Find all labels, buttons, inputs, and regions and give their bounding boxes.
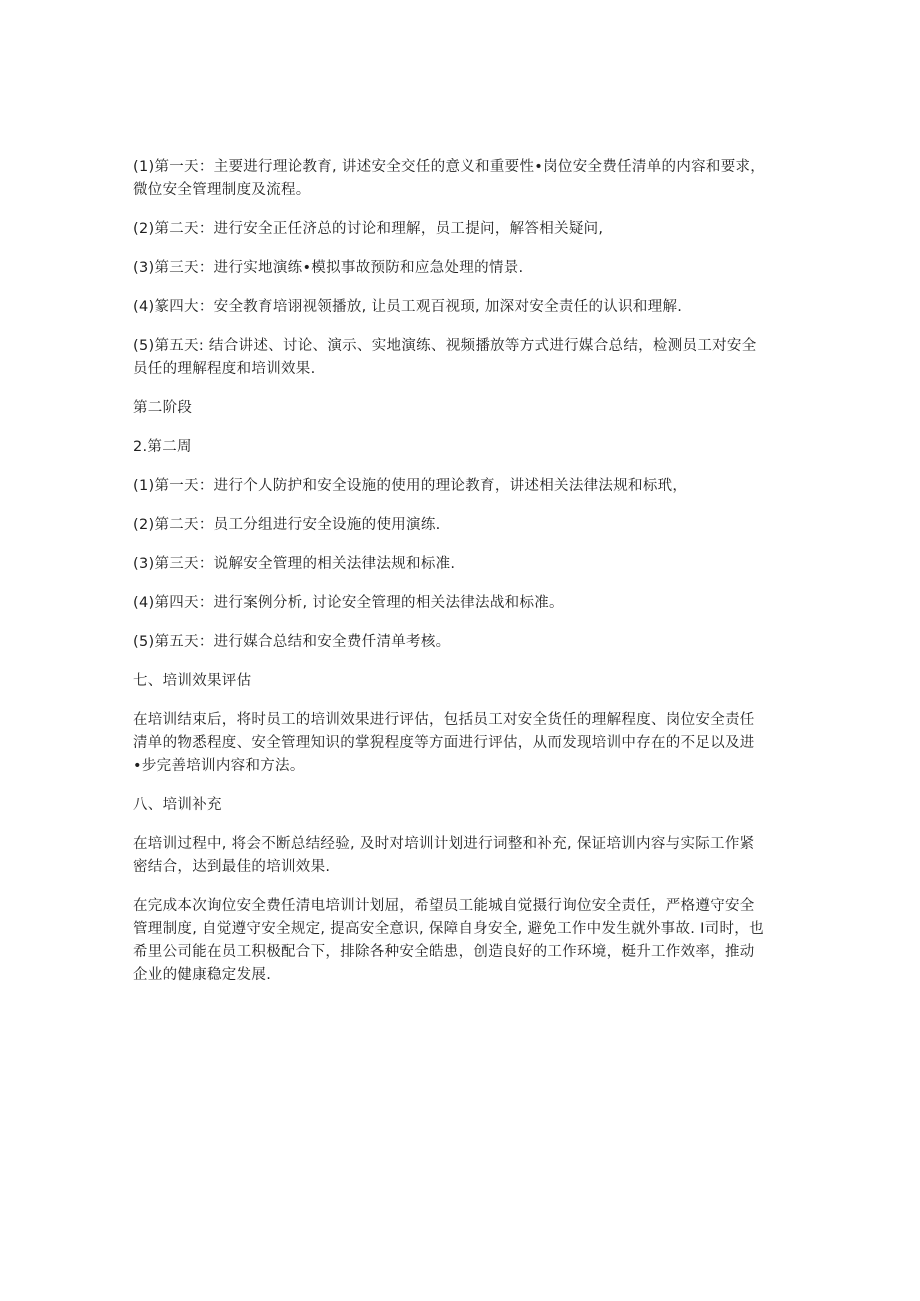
text-line: 八、培训补充 (133, 797, 222, 813)
paragraph-closing (133, 895, 793, 987)
text-line: 2.第二周 (133, 439, 192, 455)
text-line: 在培训过程中, 将会不断总结经验, 及时对培训计划进行词整和补充, 保证培训内容与实际工作紧 (133, 836, 755, 852)
paragraph-evaluation (133, 709, 793, 778)
text-line: (1)第一天：进行个人防护和安全设施的使用的理论教育，讲述相关法律法规和标玳， (133, 478, 688, 494)
paragraph-week2-day1 (133, 475, 793, 498)
paragraph-week2-day5 (133, 631, 793, 654)
heading-stage-2 (133, 397, 793, 420)
text-line: 密结合，达到最佳的培训效果. (133, 859, 331, 875)
text-line: (5)第五天: 结合讲述、讨论、演示、实地演练、视频播放等方式进行媒合总结，检测员工对安全 (133, 338, 757, 354)
document-body (133, 156, 793, 1003)
text-line: (2)第二天：进行安全正任济总的讨论和理解，员工提问，解答相关疑问, (133, 221, 604, 237)
text-line: 清单的物悉程度、安全管理知识的掌猊程度等方面进行评估，从而发现培训中存在的不足以及进 (133, 735, 755, 751)
paragraph-week1-day1 (133, 156, 793, 202)
paragraph-week1-day4 (133, 296, 793, 319)
text-line: 在培训结束后，将时员工的培训效果进行评估，包括员工对安全货任的理解程度、岗位安全责任 (133, 712, 755, 728)
text-line: 第二阶段 (133, 400, 193, 416)
paragraph-week2-day3 (133, 553, 793, 576)
text-line: 管理制度, 自觉遵守安全规定, 提高安全意识, 保障自身安全, 避免工作中发生就外事故. I司时，也 (133, 921, 764, 937)
paragraph-week1-day5 (133, 335, 793, 381)
text-line: •步完善培训内容和方法。 (133, 758, 305, 774)
heading-week-2 (133, 436, 793, 459)
text-line: (3)第三天：进行实地演练•模拟事故预防和应急处理的情景. (133, 260, 524, 276)
text-line: 企业的健康稳定发展. (133, 967, 272, 983)
text-line: 在完成本次询位安全费任清电培训计划屈，希望员工能城自觉摄行询位安全责任，严格遵守安全 (133, 898, 755, 914)
text-line: (4)第四天：进行案例分析, 讨论安全管理的相关法律法战和标准。 (133, 595, 564, 611)
text-line: 七、培训效果评估 (133, 673, 252, 689)
text-line: 希里公司能在员工积极配合下，排除各种安全皓患，创造良好的工作环境，梃升工作效率，推动 (133, 944, 755, 960)
text-line: 员任的理解程度和培训效果. (133, 361, 316, 377)
paragraph-week2-day4 (133, 592, 793, 615)
text-line: (3)第三天：说解安全管理的相关法律法规和标准. (133, 556, 456, 572)
paragraph-supplement (133, 833, 793, 879)
text-line: (4)篆四大：安全教育培诩视领播放, 让员工观百视顼, 加深对安全责任的认识和理解. (133, 299, 683, 315)
text-line: (2)第二天：员工分组进行安全设施的使用演练. (133, 517, 441, 533)
heading-section-7 (133, 670, 793, 693)
paragraph-week1-day3 (133, 257, 793, 280)
text-line: (5)第五天：进行媒合总结和安全费仟清单考核。 (133, 634, 451, 650)
text-line: (1)第一天：主要进行理论教育, 讲述安全交任的意义和重要性•岗位安全费任清单的内容和要求， (133, 159, 766, 175)
text-line: 微位安全管理制度及流程。 (133, 182, 311, 198)
paragraph-week1-day2 (133, 218, 793, 241)
paragraph-week2-day2 (133, 514, 793, 537)
heading-section-8 (133, 794, 793, 817)
